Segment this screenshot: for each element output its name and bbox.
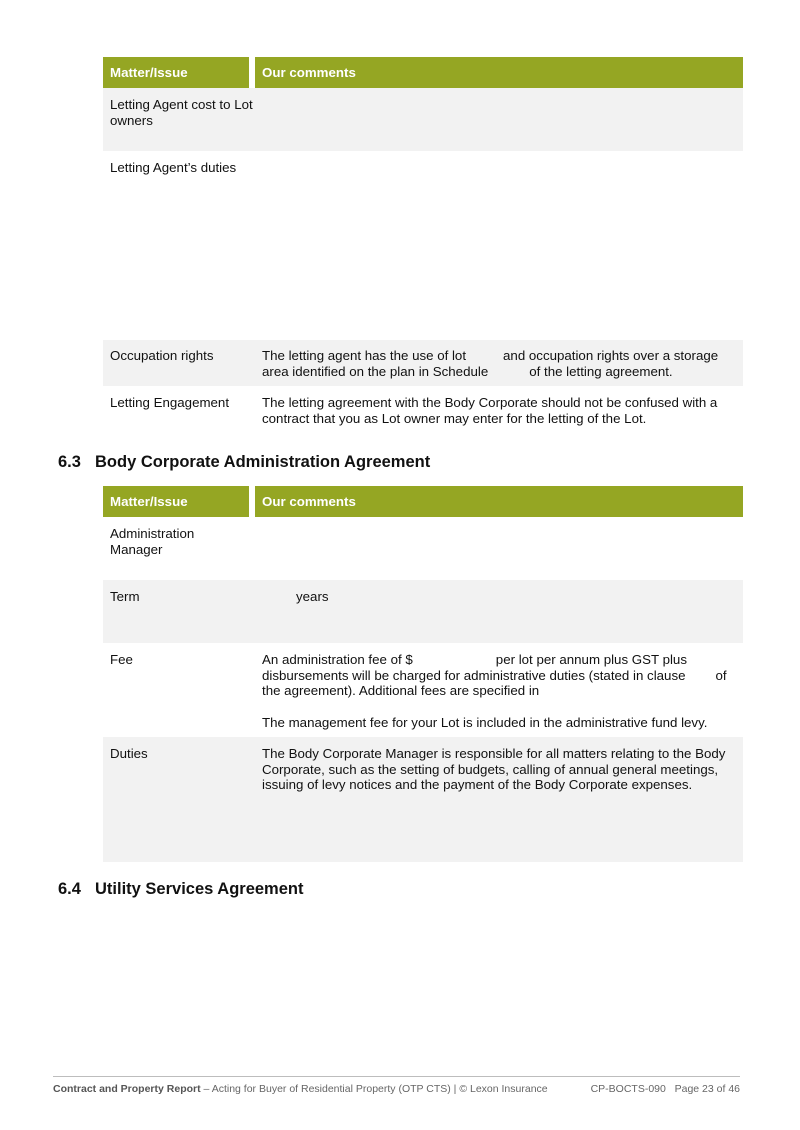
header-matter-issue: Matter/Issue (110, 65, 188, 80)
table-row (103, 517, 743, 580)
comment-text: An administration fee of $ (262, 652, 413, 667)
row-label: Letting Agent’s duties (110, 160, 237, 175)
comment-text: of (715, 667, 727, 683)
comment-text: disbursements will be charged for administrative duties (stated in clause (262, 667, 686, 683)
letting-table (103, 57, 743, 432)
comment-text: and occupation rights over a storage (503, 348, 719, 363)
row-label: Occupation rights (110, 348, 214, 363)
comment-text: The letting agent has the use of lot (262, 348, 467, 363)
footer-right (591, 1083, 740, 1096)
row-comment (255, 643, 743, 737)
row-comment (255, 340, 743, 386)
row-comment (255, 517, 743, 580)
header-divider (249, 57, 255, 88)
footer-doc-title: Contract and Property Report (53, 1083, 201, 1095)
header-divider (249, 486, 255, 517)
comment-text: of the letting agreement. (529, 363, 673, 379)
row-label: Fee (110, 652, 133, 667)
section-number: 6.3 (58, 453, 81, 471)
row-comment: The Body Corporate Manager is responsible for all matters relating to the Body Corporate, such as the setting of budgets, calling of annual general meetings, issuing of levy notices and the payment of the Body Corporate expenses. (262, 746, 726, 792)
table-header (103, 57, 743, 88)
comment-text: area identified on the plan in Schedule (262, 363, 489, 379)
row-label: Duties (110, 746, 148, 761)
table-row (103, 580, 743, 643)
header-our-comments: Our comments (262, 494, 356, 509)
footer-page-number: Page 23 of 46 (674, 1083, 740, 1095)
table-row (103, 340, 743, 386)
table-row (103, 151, 743, 340)
header-matter-issue: Matter/Issue (110, 494, 188, 509)
section-number: 6.4 (58, 880, 81, 898)
row-comment (255, 88, 743, 151)
footer-doc-code: CP-BOCTS-090 (590, 1083, 666, 1095)
page-footer (53, 1083, 740, 1096)
section-heading-6-3 (58, 453, 430, 472)
comment-text: years (296, 589, 329, 604)
comment-text: The management fee for your Lot is included in the administrative fund levy. (262, 714, 708, 730)
table-row (103, 386, 743, 432)
comment-text: the agreement). Additional fees are specified in (262, 683, 540, 698)
footer-doc-subtitle: – Acting for Buyer of Residential Property (OTP CTS) | © Lexon Insurance (200, 1083, 548, 1095)
administration-table (103, 486, 743, 862)
row-label: Letting Agent cost to Lot owners (110, 97, 253, 128)
footer-divider (53, 1076, 740, 1077)
table-header (103, 486, 743, 517)
section-title: Utility Services Agreement (95, 880, 304, 898)
section-heading-6-4 (58, 880, 303, 899)
row-comment (255, 151, 743, 340)
table-row (103, 643, 743, 737)
row-label: Administration Manager (110, 526, 195, 557)
table-row (103, 737, 743, 862)
row-comment (255, 580, 743, 643)
table-row (103, 88, 743, 151)
row-comment: The letting agreement with the Body Corporate should not be confused with a contract that you as Lot owner may enter for the letting of the Lot. (262, 395, 718, 426)
section-title: Body Corporate Administration Agreement (95, 453, 431, 471)
row-label: Term (110, 589, 140, 604)
header-our-comments: Our comments (262, 65, 356, 80)
comment-text: per lot per annum plus GST plus (495, 652, 687, 667)
row-label: Letting Engagement (110, 395, 230, 410)
